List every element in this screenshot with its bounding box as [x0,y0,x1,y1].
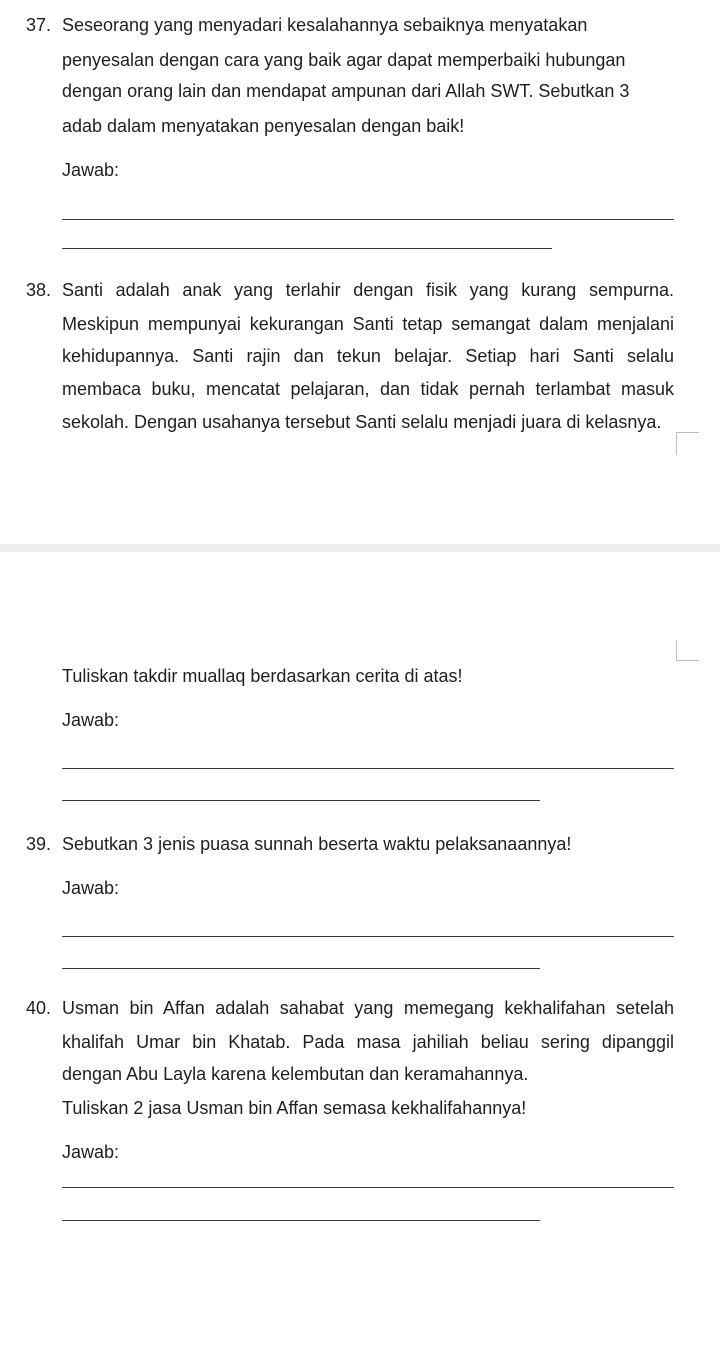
question-text-line: kehidupannya. Santi rajin dan tekun belajar. Setiap hari Santi selalu [62,346,674,366]
question-text-line: sekolah. Dengan usahanya tersebut Santi selalu menjadi juara di kelasnya. [62,412,662,432]
question-text-line: dengan orang lain dan mendapat ampunan dari Allah SWT. Sebutkan 3 [62,81,630,101]
question-text-line: Usman bin Affan adalah sahabat yang memegang kekhalifahan setelah [62,998,674,1018]
answer-label: Jawab: [62,160,120,180]
answer-label: Jawab: [62,878,120,898]
question-text-line: Seseorang yang menyadari kesalahannya sebaiknya menyatakan [62,15,588,35]
answer-line [62,968,540,969]
answer-line [62,768,674,769]
question-text-line: penyesalan dengan cara yang baik agar dapat memperbaiki hubungan [62,50,626,70]
question-number: 39. [26,834,52,854]
question-text-line: dengan Abu Layla karena kelembutan dan keramahannya. [62,1064,529,1084]
question-text-line: membaca buku, mencatat pelajaran, dan tidak pernah terlambat masuk [62,379,674,399]
question-text-line: Sebutkan 3 jenis puasa sunnah beserta waktu pelaksanaannya! [62,834,572,854]
question-number: 38. [26,280,52,300]
answer-line [62,1187,674,1188]
question-number: 40. [26,998,52,1018]
answer-line [62,936,674,937]
answer-line [62,248,552,249]
question-number: 37. [26,15,52,35]
answer-line [62,1220,540,1221]
question-text-line: adab dalam menyatakan penyesalan dengan baik! [62,116,465,136]
crop-mark-bottom [676,640,699,661]
answer-line [62,800,540,801]
question-text-line: khalifah Umar bin Khatab. Pada masa jahiliah beliau sering dipanggil [62,1032,674,1052]
question-prompt: Tuliskan takdir muallaq berdasarkan cerita di atas! [62,666,463,686]
question-text-line: Meskipun mempunyai kekurangan Santi tetap semangat dalam menjalani [62,314,674,334]
answer-label: Jawab: [62,710,120,730]
crop-mark-top [676,432,699,455]
answer-line [62,219,674,220]
answer-label: Jawab: [62,1142,120,1162]
question-text-line: Tuliskan 2 jasa Usman bin Affan semasa kekhalifahannya! [62,1098,527,1118]
page-separator [0,544,720,552]
question-text-line: Santi adalah anak yang terlahir dengan fisik yang kurang sempurna. [62,280,674,300]
